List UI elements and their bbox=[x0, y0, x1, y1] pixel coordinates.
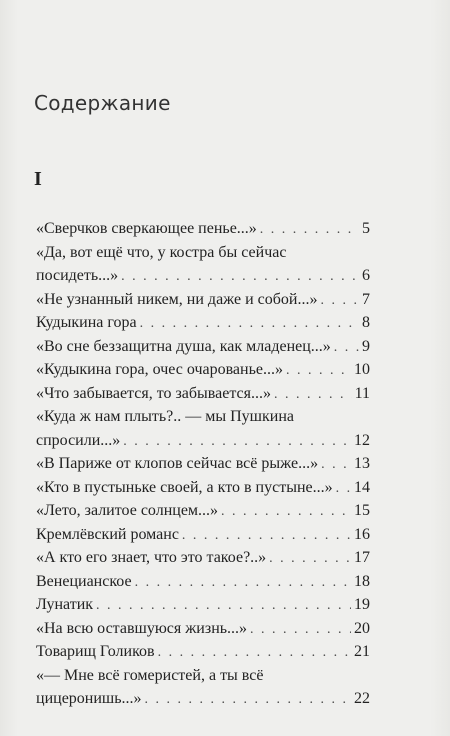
toc-entry-page: 7 bbox=[362, 290, 370, 308]
toc-entry-title: «Что забывается, то забывается...» bbox=[36, 384, 271, 402]
toc-entry-title: «Куда ж нам плыть?.. — мы Пушкина bbox=[36, 408, 294, 425]
toc-entry-title: спросили...» bbox=[36, 431, 121, 449]
toc-line bbox=[36, 264, 370, 288]
toc-entry-page: 21 bbox=[354, 643, 370, 660]
toc-entry-page: 10 bbox=[354, 361, 370, 378]
toc-line bbox=[36, 358, 370, 382]
toc-line bbox=[36, 593, 370, 617]
toc-entry-title: Лунатик bbox=[36, 596, 94, 613]
toc-entry-title: «Сверчков сверкающее пенье...» bbox=[36, 220, 257, 237]
toc-line bbox=[36, 640, 370, 664]
toc-entry-page: 16 bbox=[354, 525, 370, 543]
toc-line bbox=[36, 687, 370, 711]
dot-leader bbox=[269, 547, 351, 571]
toc-entry-title: «Кто в пустыньке своей, а кто в пустыне...» bbox=[36, 478, 333, 496]
dot-leader bbox=[158, 641, 351, 665]
toc-entry[interactable] bbox=[36, 570, 370, 594]
dot-leader bbox=[321, 453, 351, 477]
toc-entry-page: 14 bbox=[354, 478, 370, 496]
toc-entry[interactable] bbox=[36, 405, 370, 452]
toc-entry-page: 19 bbox=[354, 596, 370, 613]
toc-line bbox=[36, 311, 370, 335]
toc-entry-title: «В Париже от клопов сейчас всё рыже...» bbox=[36, 455, 319, 472]
toc-entry-page: 13 bbox=[354, 455, 370, 472]
toc-entry[interactable] bbox=[36, 640, 370, 664]
dot-leader bbox=[274, 383, 352, 407]
toc-entry-page: 17 bbox=[354, 549, 370, 566]
toc-line bbox=[36, 546, 370, 570]
toc-entry[interactable] bbox=[36, 664, 370, 711]
toc-line bbox=[36, 570, 370, 594]
toc-entry[interactable] bbox=[36, 617, 370, 641]
section-numeral: I bbox=[34, 168, 42, 190]
toc-entry-page: 22 bbox=[354, 690, 370, 707]
toc-entry-title: «Да, вот ещё что, у костра бы сейчас bbox=[36, 243, 287, 261]
toc-line bbox=[36, 452, 370, 476]
toc-line bbox=[36, 335, 370, 359]
dot-leader bbox=[96, 594, 351, 618]
toc-entry-title: «Кудыкина гора, очес очарованье...» bbox=[36, 361, 283, 378]
toc-entry-title: Венецианское bbox=[36, 572, 132, 590]
dot-leader bbox=[336, 477, 351, 501]
dot-leader bbox=[260, 218, 359, 242]
dot-leader bbox=[121, 265, 359, 289]
dot-leader bbox=[221, 500, 351, 524]
dot-leader bbox=[320, 289, 359, 313]
toc-entry-title: Кремлёвский романс bbox=[36, 525, 179, 543]
dot-leader bbox=[334, 336, 359, 360]
toc-entry-title: Кудыкина гора bbox=[36, 314, 137, 331]
dot-leader bbox=[135, 571, 351, 595]
toc-entry[interactable] bbox=[36, 523, 370, 547]
dot-leader bbox=[250, 618, 351, 642]
page-title: Содержание bbox=[34, 91, 171, 115]
table-of-contents bbox=[36, 217, 370, 711]
toc-entry-page: 12 bbox=[354, 431, 370, 449]
toc-line bbox=[36, 288, 370, 312]
toc-entry-title: «— Мне всё гомеристей, а ты всё bbox=[36, 666, 264, 684]
dot-leader bbox=[145, 688, 351, 712]
toc-entry[interactable] bbox=[36, 288, 370, 312]
toc-entry-page: 11 bbox=[354, 384, 370, 402]
toc-entry[interactable] bbox=[36, 546, 370, 570]
toc-entry-title: цицеронишь...» bbox=[36, 690, 142, 707]
toc-entry[interactable] bbox=[36, 499, 370, 523]
toc-entry[interactable] bbox=[36, 382, 370, 406]
dot-leader bbox=[140, 312, 359, 336]
toc-entry-title: «Во сне беззащитна душа, как младенец...» bbox=[36, 337, 331, 355]
dot-leader bbox=[123, 430, 351, 454]
toc-entry-title: «Лето, залитое солнцем...» bbox=[36, 502, 219, 519]
toc-entry[interactable] bbox=[36, 358, 370, 382]
toc-entry[interactable] bbox=[36, 593, 370, 617]
toc-entry-page: 20 bbox=[354, 619, 370, 637]
toc-line bbox=[36, 405, 370, 429]
toc-line bbox=[36, 523, 370, 547]
toc-entry-page: 5 bbox=[362, 220, 370, 237]
toc-line bbox=[36, 241, 370, 265]
toc-line bbox=[36, 664, 370, 688]
toc-entry-title: «А кто его знает, что это такое?..» bbox=[36, 549, 267, 566]
dot-leader bbox=[286, 359, 351, 383]
toc-entry-page: 8 bbox=[362, 314, 370, 331]
toc-entry[interactable] bbox=[36, 241, 370, 288]
toc-entry-page: 6 bbox=[362, 267, 370, 284]
toc-entry-title: посидеть...» bbox=[36, 267, 119, 284]
dot-leader bbox=[182, 524, 351, 548]
toc-entry-page: 18 bbox=[354, 572, 370, 590]
toc-entry-title: Товарищ Голиков bbox=[36, 643, 155, 660]
toc-entry-page: 9 bbox=[362, 337, 370, 355]
toc-entry-title: «На всю оставшуюся жизнь...» bbox=[36, 619, 248, 637]
toc-entry[interactable] bbox=[36, 335, 370, 359]
toc-entry-page: 15 bbox=[354, 502, 370, 519]
toc-entry[interactable] bbox=[36, 311, 370, 335]
toc-line bbox=[36, 499, 370, 523]
toc-entry[interactable] bbox=[36, 217, 370, 241]
toc-line bbox=[36, 617, 370, 641]
toc-line bbox=[36, 382, 370, 406]
toc-entry[interactable] bbox=[36, 476, 370, 500]
toc-line bbox=[36, 217, 370, 241]
toc-entry[interactable] bbox=[36, 452, 370, 476]
toc-line bbox=[36, 476, 370, 500]
toc-entry-title: «Не узнанный никем, ни даже и собой...» bbox=[36, 290, 318, 308]
toc-line bbox=[36, 429, 370, 453]
